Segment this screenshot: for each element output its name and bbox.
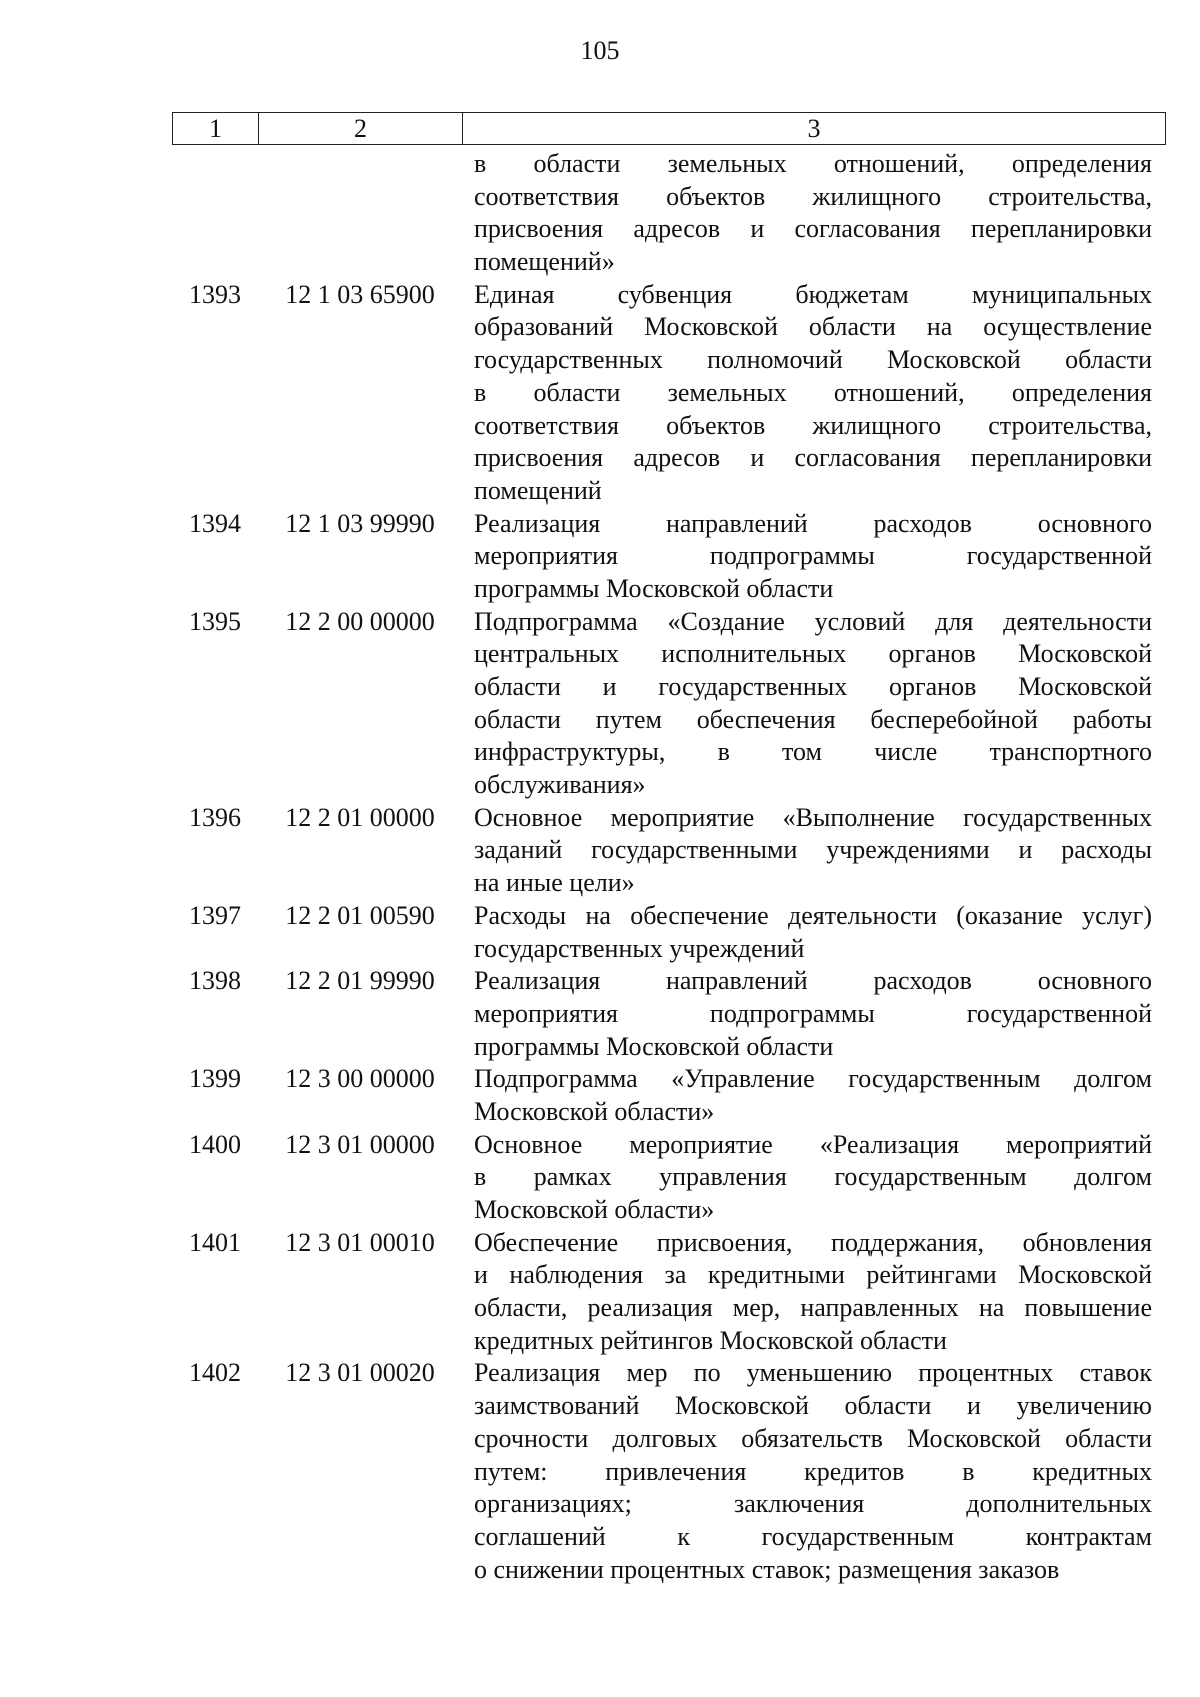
table-row — [172, 1357, 1166, 1586]
row-number: 1402 — [189, 1358, 241, 1388]
row-description — [462, 148, 1152, 279]
description-line: Единая субвенция бюджетам муниципальных — [474, 279, 1152, 309]
row-number — [172, 148, 258, 279]
row-code: 12 2 01 00000 — [285, 802, 435, 832]
description-line: помещений — [474, 475, 602, 505]
description-line: инфраструктуры, в том числе транспортного — [474, 737, 1152, 767]
table-row — [172, 606, 1166, 802]
row-description — [462, 606, 1152, 802]
description-line: Обеспечение присвоения, поддержания, обновления — [474, 1227, 1152, 1257]
description-line: на иные цели» — [474, 868, 635, 898]
description-line: Реализация направлений расходов основного — [474, 508, 1152, 538]
table-row — [172, 1227, 1166, 1358]
description-line: Основное мероприятие «Выполнение государственных — [474, 802, 1152, 832]
row-description — [462, 1063, 1152, 1128]
table-row — [172, 508, 1166, 606]
row-code: 12 2 01 99990 — [285, 966, 435, 996]
table-row — [172, 965, 1166, 1063]
table-row — [172, 1129, 1166, 1227]
row-code: 12 3 01 00020 — [285, 1358, 435, 1388]
row-code: 12 1 03 99990 — [285, 508, 435, 538]
description-line: о снижении процентных ставок; размещения заказов — [474, 1554, 1060, 1584]
row-description — [462, 1357, 1152, 1586]
description-line: обслуживания» — [474, 770, 646, 800]
description-line: в области земельных отношений, определения — [474, 377, 1152, 407]
row-code: 12 3 00 00000 — [285, 1064, 435, 1094]
description-line: заимствований Московской области и увеличению — [474, 1391, 1152, 1421]
row-code: 12 2 01 00590 — [285, 900, 435, 930]
description-line: Подпрограмма «Управление государственным долгом — [474, 1064, 1152, 1094]
row-description — [462, 965, 1152, 1063]
row-number: 1394 — [189, 508, 241, 538]
description-line: Московской области» — [474, 1096, 715, 1126]
description-line: государственных учреждений — [474, 933, 805, 963]
description-line: соответствия объектов жилищного строительства, — [474, 181, 1152, 211]
table-body — [172, 148, 1166, 1586]
description-line: Расходы на обеспечение деятельности (оказание услуг) — [474, 900, 1152, 930]
description-line: Московской области» — [474, 1195, 715, 1224]
description-line: присвоения адресов и согласования перепланировки — [474, 443, 1152, 473]
row-description — [462, 508, 1152, 606]
row-description — [462, 802, 1152, 900]
description-line: путем: привлечения кредитов в кредитных — [474, 1456, 1152, 1486]
description-line: программы Московской области — [474, 573, 834, 603]
description-line: в области земельных отношений, определения — [474, 149, 1152, 178]
header-col-3: 3 — [807, 114, 821, 143]
page-number: 105 — [580, 36, 620, 65]
description-line: присвоения адресов и согласования перепланировки — [474, 214, 1152, 244]
description-line: в рамках управления государственным долгом — [474, 1162, 1152, 1192]
description-line: организациях; заключения дополнительных — [474, 1489, 1152, 1519]
description-line: Реализация направлений расходов основного — [474, 966, 1152, 996]
description-line: образований Московской области на осуществление — [474, 312, 1152, 342]
row-number: 1393 — [189, 279, 241, 309]
row-code: 12 3 01 00010 — [285, 1227, 435, 1257]
row-number: 1399 — [189, 1064, 241, 1094]
description-line: государственных полномочий Московской области — [474, 345, 1152, 375]
row-number: 1401 — [189, 1227, 241, 1257]
description-line: программы Московской области — [474, 1031, 834, 1061]
row-number: 1397 — [189, 900, 241, 930]
description-line: и наблюдения за кредитными рейтингами Московской — [474, 1260, 1152, 1290]
description-line: срочности долговых обязательств Московской области — [474, 1423, 1152, 1453]
description-line: помещений» — [474, 247, 615, 277]
description-line: Основное мероприятие «Реализация мероприятий — [474, 1129, 1152, 1159]
table-row — [172, 802, 1166, 900]
description-line: соглашений к государственным контрактам — [474, 1521, 1152, 1551]
row-description — [462, 1227, 1152, 1358]
description-line: области путем обеспечения бесперебойной работы — [474, 704, 1152, 734]
row-description — [462, 1129, 1152, 1227]
description-line: кредитных рейтингов Московской области — [474, 1325, 947, 1355]
table-row — [172, 148, 1166, 279]
row-code: 12 2 00 00000 — [285, 606, 435, 636]
header-col-2: 2 — [259, 113, 463, 144]
row-code: 12 3 01 00000 — [285, 1129, 435, 1159]
row-description — [462, 900, 1152, 965]
description-line: мероприятия подпрограммы государственной — [474, 541, 1152, 571]
description-line: Подпрограмма «Создание условий для деятельности — [474, 606, 1152, 636]
description-line: заданий государственными учреждениями и расходы — [474, 835, 1152, 865]
table-row — [172, 1063, 1166, 1128]
description-line: центральных исполнительных органов Московской — [474, 639, 1152, 669]
row-description — [462, 279, 1152, 508]
table-header — [172, 112, 1166, 145]
row-number: 1395 — [189, 606, 241, 636]
description-line: области, реализация мер, направленных на повышение — [474, 1293, 1152, 1323]
description-line: Реализация мер по уменьшению процентных ставок — [474, 1358, 1152, 1388]
row-code: 12 1 03 65900 — [285, 279, 435, 309]
row-number: 1400 — [189, 1129, 241, 1159]
row-number: 1398 — [189, 966, 241, 996]
table-row — [172, 279, 1166, 508]
description-line: области и государственных органов Московской — [474, 672, 1152, 701]
table-row — [172, 900, 1166, 965]
row-code — [258, 148, 462, 279]
description-line: соответствия объектов жилищного строительства, — [474, 410, 1152, 440]
row-number: 1396 — [189, 802, 241, 832]
description-line: мероприятия подпрограммы государственной — [474, 998, 1152, 1028]
header-col-1: 1 — [173, 113, 259, 144]
